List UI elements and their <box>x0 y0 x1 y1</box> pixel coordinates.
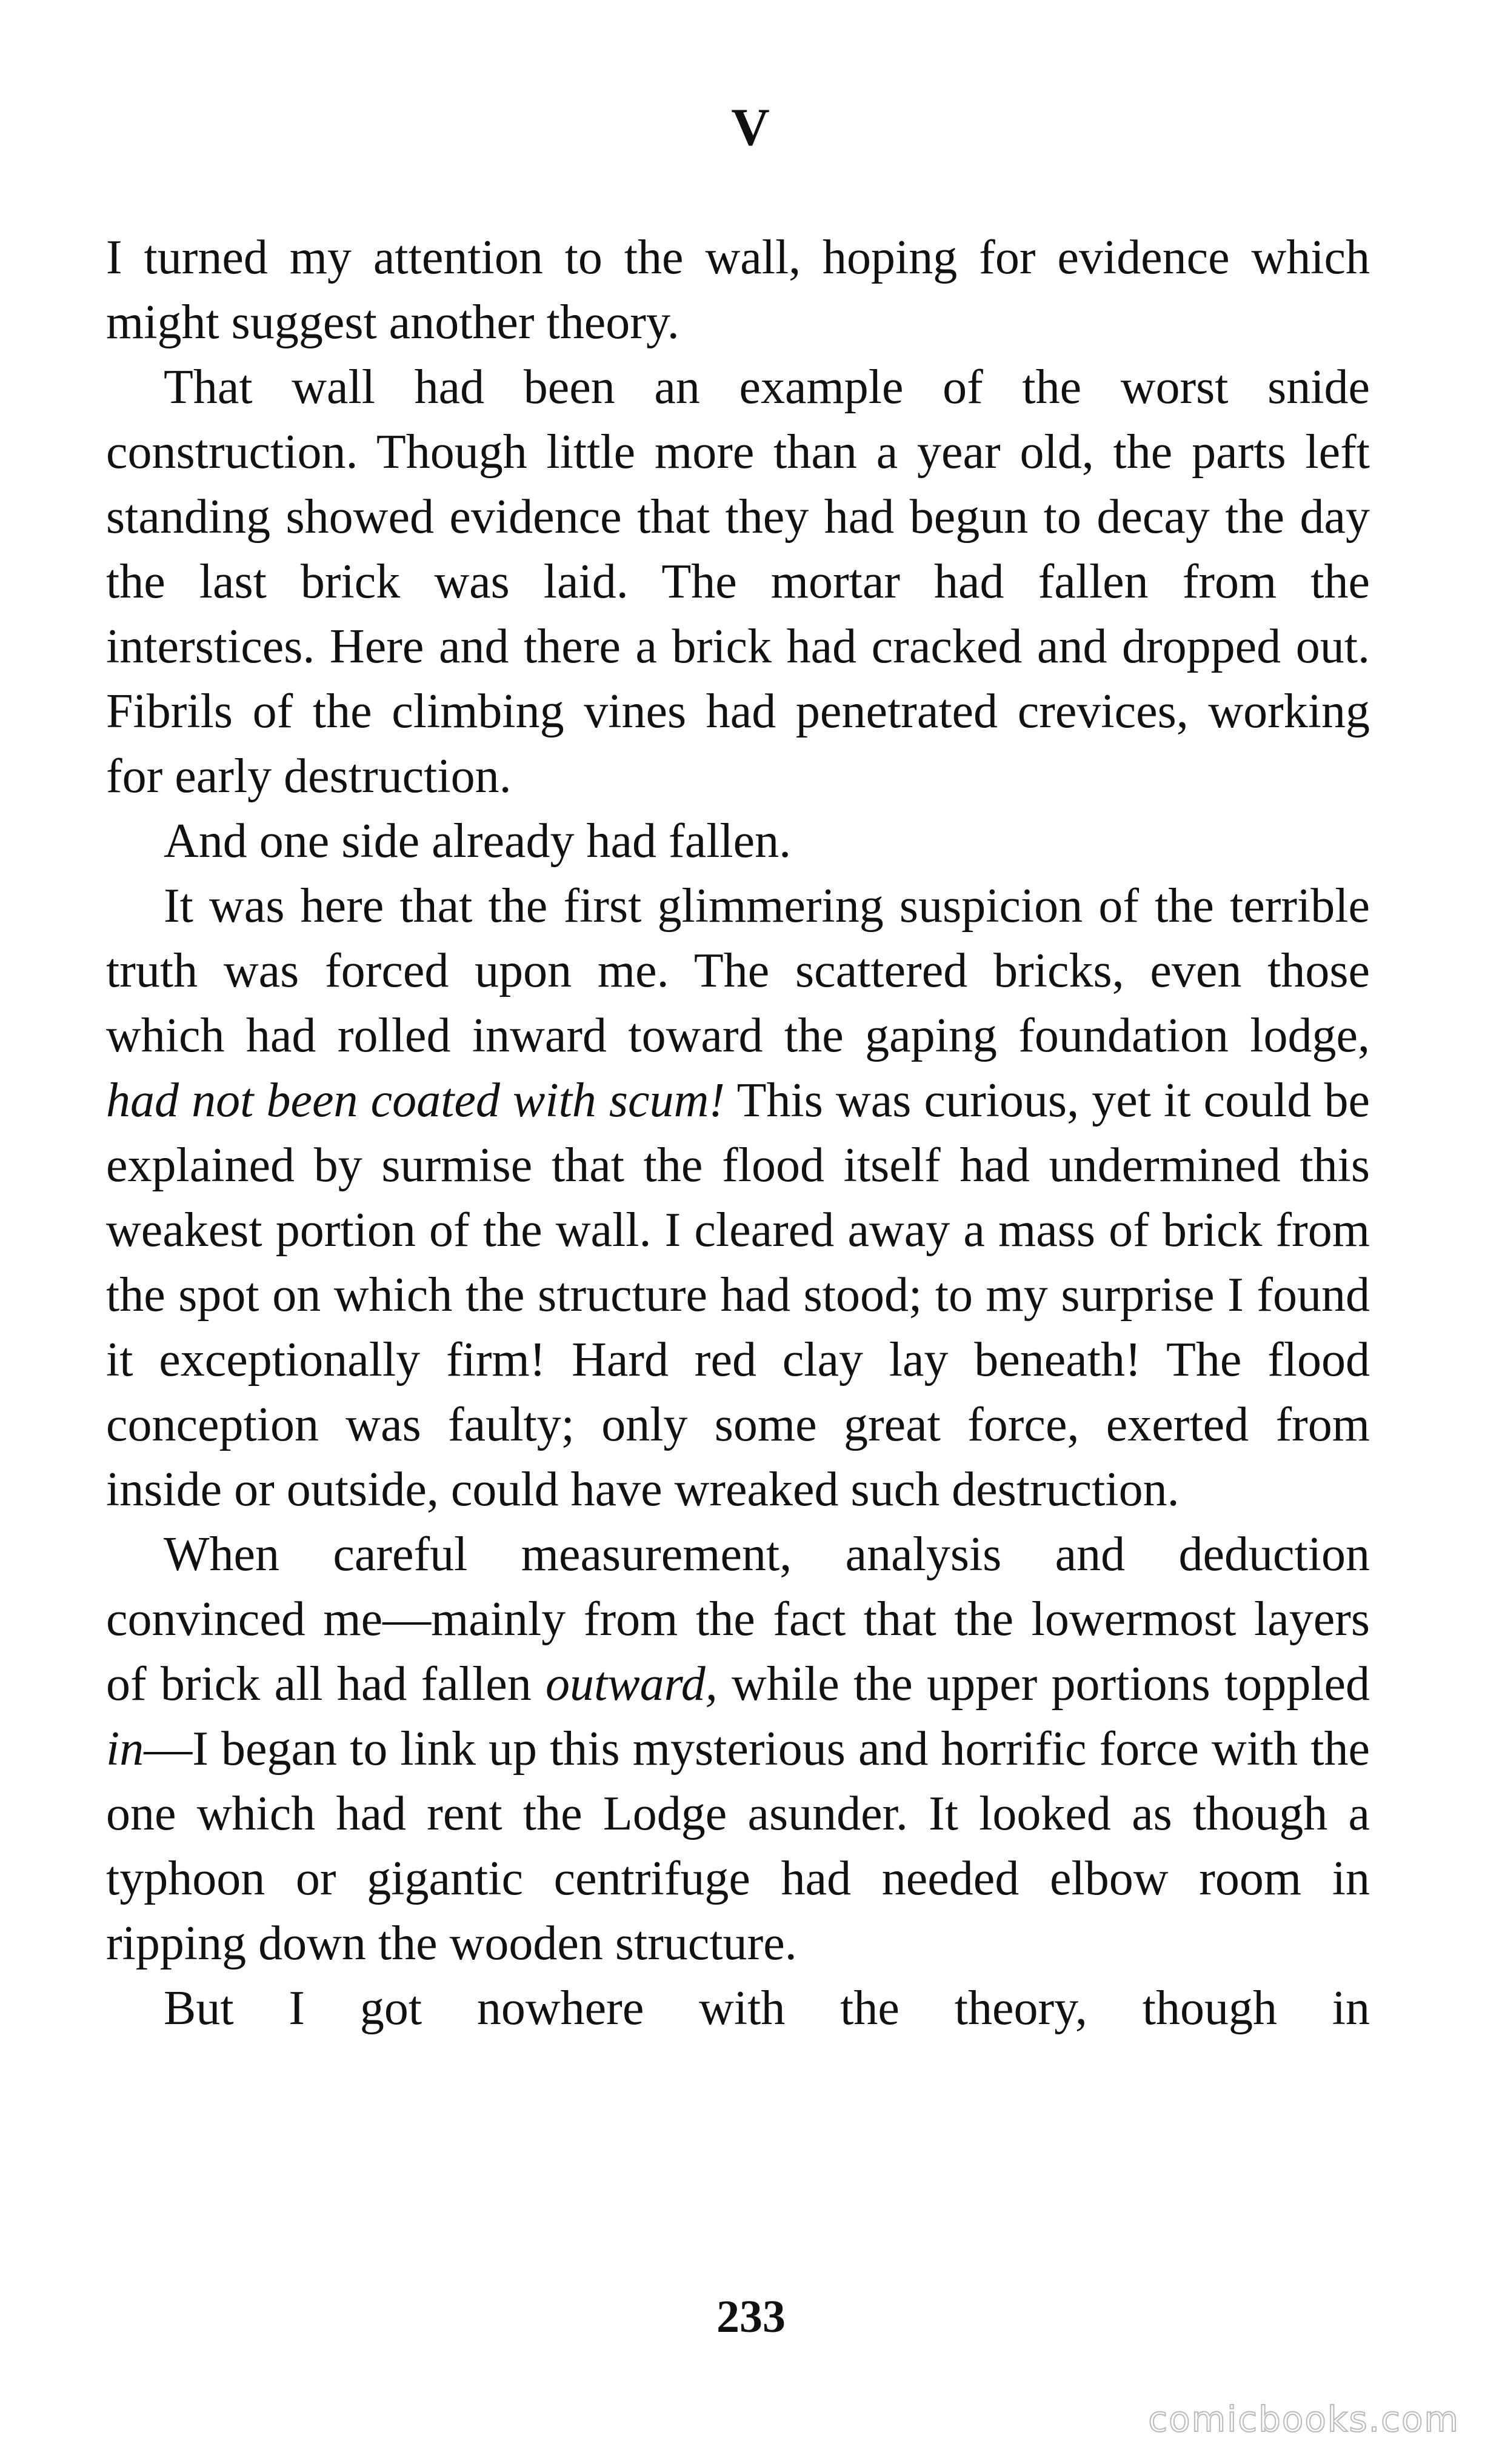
italic-text: had not been coated with scum! <box>106 1074 725 1127</box>
text-run: This was curious, yet it could be explained by surmise that the flood itself had undermined this weakest portion of the wall. I cleared away a mass of brick from the spot on which the structure had stood; to my surprise I found it exceptionally firm! Hard red clay lay beneath! The flood conception was faulty; only some great force, exerted from inside or outside, could have wreaked such destruction. <box>106 1074 1370 1516</box>
paragraph <box>106 225 1370 355</box>
page-number: 233 <box>716 2291 786 2342</box>
paragraph <box>106 355 1370 809</box>
italic-text: in <box>106 1722 144 1776</box>
watermark: comicbooks.com <box>1148 2399 1460 2440</box>
body-text <box>106 225 1370 2041</box>
text-run: And one side already had fallen. <box>164 814 792 868</box>
paragraph <box>106 809 1370 874</box>
italic-text: outward, <box>546 1657 718 1711</box>
text-run: But I got nowhere with the theory, though in <box>164 1982 1370 2035</box>
text-run: I turned my attention to the wall, hoping for evidence which might suggest another theory. <box>106 231 1370 349</box>
chapter-heading: V <box>731 98 771 157</box>
text-run: It was here that the first glimmering suspicion of the terrible truth was forced upon me. The scattered bricks, even those which had rolled inward toward the gaping foundation lodge, <box>106 879 1370 1062</box>
text-run: while the upper portions toppled <box>717 1657 1370 1711</box>
text-run: That wall had been an example of the worst snide construction. Though little more than a year old, the parts left standing showed evidence that they had begun to decay the day the last brick was laid. The mortar had fallen from the interstices. Here and there a brick had cracked and dropped out. Fibrils of the climbing vines had penetrated crevices, working for early destruction. <box>106 361 1370 803</box>
paragraph <box>106 874 1370 1522</box>
text-run: —I began to link up this mysterious and horrific force with the one which had rent the Lodge asunder. It looked as though a typhoon or gigantic centrifuge had needed elbow room in ripping down the wooden structure. <box>106 1722 1370 1970</box>
paragraph <box>106 1976 1370 2041</box>
text-run: When careful measurement, analysis and deduction convinced me—mainly from the fact that the lowermost layers of brick all had fallen <box>106 1528 1370 1711</box>
paragraph <box>106 1522 1370 1976</box>
